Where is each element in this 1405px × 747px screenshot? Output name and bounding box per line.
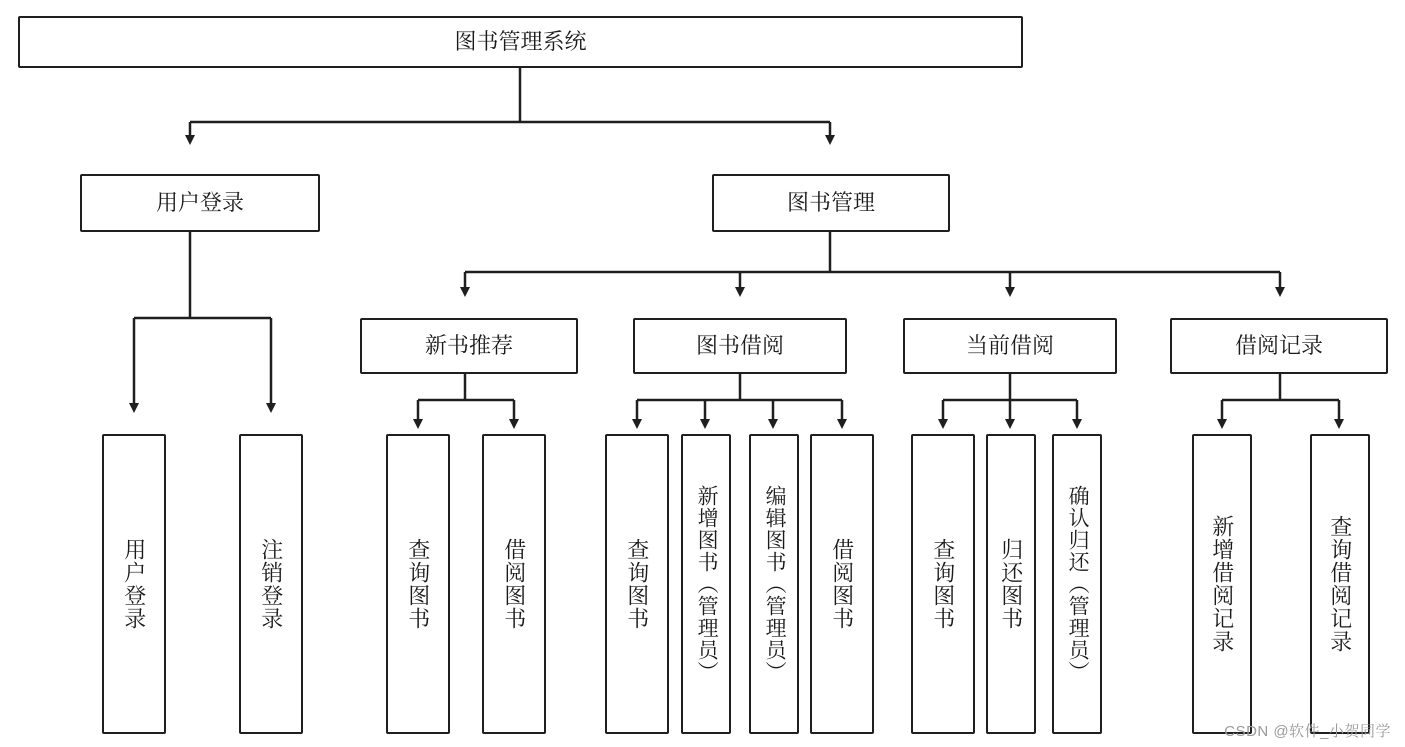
node-book-management-module[interactable]: 图书管理 [712, 174, 950, 232]
leaf-add-book[interactable]: 新增图书（管理员） [681, 434, 731, 734]
leaf-query-book-newbook[interactable]: 查询图书 [386, 434, 450, 734]
node-user-login-module[interactable]: 用户登录 [80, 174, 320, 232]
leaf-borrow-book[interactable]: 借阅图书 [810, 434, 874, 734]
node-new-book-recommend[interactable]: 新书推荐 [360, 318, 578, 374]
watermark: CSDN @软件_小贺同学 [1224, 723, 1391, 740]
node-book-borrow[interactable]: 图书借阅 [633, 318, 847, 374]
leaf-user-logout[interactable]: 注销登录 [239, 434, 303, 734]
leaf-confirm-return[interactable]: 确认归还（管理员） [1052, 434, 1102, 734]
leaf-user-login[interactable]: 用户登录 [102, 434, 166, 734]
node-borrow-records[interactable]: 借阅记录 [1170, 318, 1388, 374]
leaf-return-book[interactable]: 归还图书 [986, 434, 1036, 734]
leaf-query-book-current[interactable]: 查询图书 [911, 434, 975, 734]
node-root[interactable]: 图书管理系统 [18, 16, 1023, 68]
node-current-borrow[interactable]: 当前借阅 [903, 318, 1117, 374]
leaf-borrow-book-newbook[interactable]: 借阅图书 [482, 434, 546, 734]
leaf-query-borrow-record[interactable]: 查询借阅记录 [1310, 434, 1370, 734]
leaf-edit-book[interactable]: 编辑图书（管理员） [749, 434, 799, 734]
leaf-add-borrow-record[interactable]: 新增借阅记录 [1192, 434, 1252, 734]
leaf-query-book-borrow[interactable]: 查询图书 [605, 434, 669, 734]
